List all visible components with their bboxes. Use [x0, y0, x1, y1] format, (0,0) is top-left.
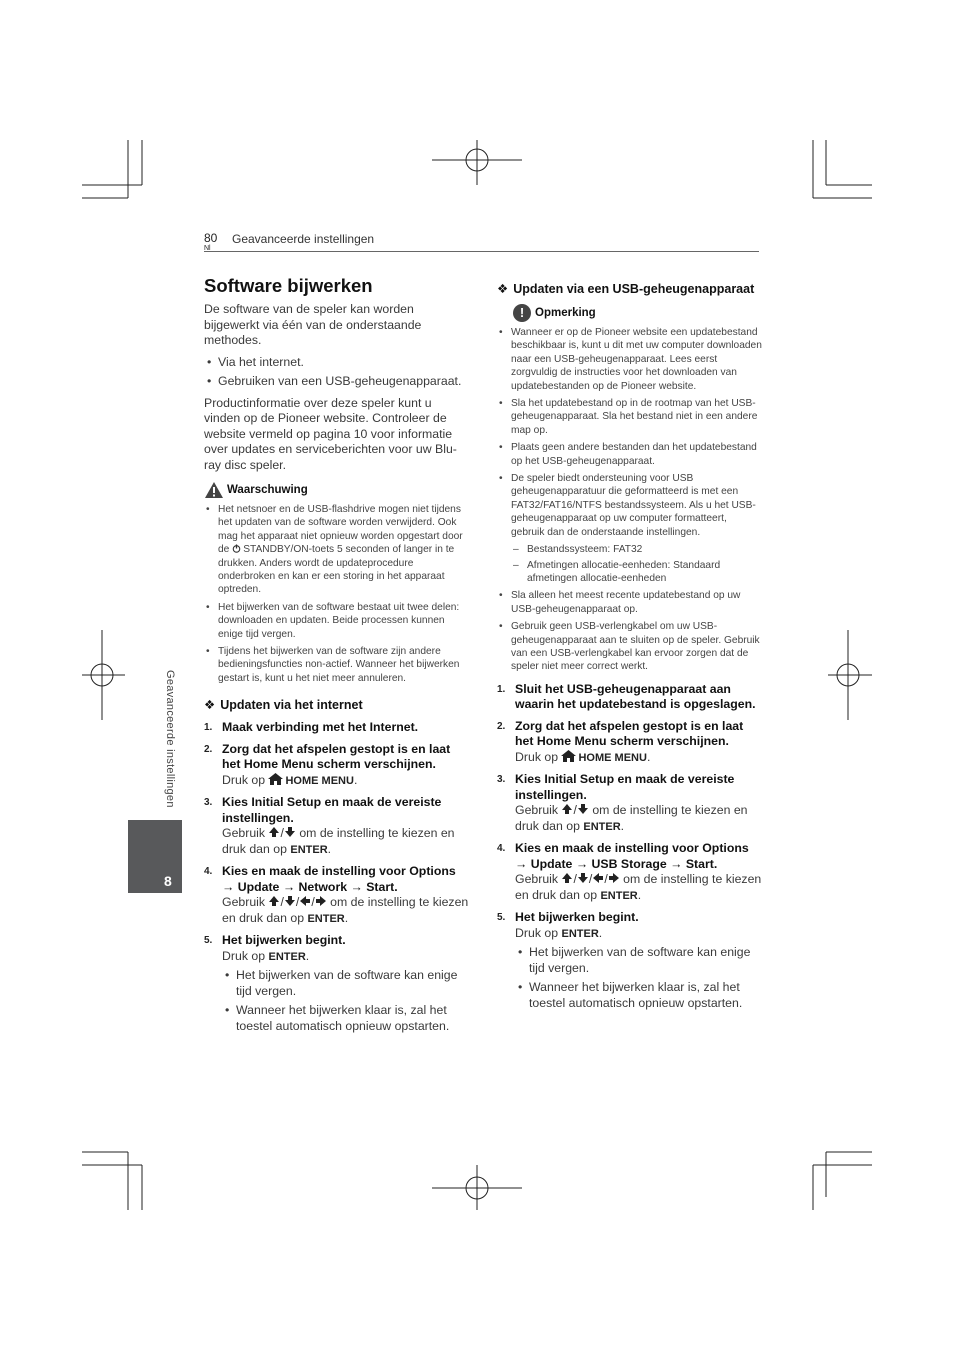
page-number: 80: [204, 231, 218, 245]
warning-title: Waarschuwing: [227, 484, 308, 496]
home-icon: [268, 773, 283, 785]
list-item: • Gebruiken van een USB-geheugenapparaat.: [204, 374, 469, 390]
intro-text: De software van de speler kan worden bijgewerkt via één van de onderstaande methodes.: [204, 302, 422, 347]
warning-heading: [204, 481, 469, 499]
step-item: 5. Het bijwerken begint. Druk op ENTER. • Het bijwerken van de software kan enige tijd vergen. • Wanneer het bijwerken klaar is, zal het toestel automatisch opnieuw opstarten.: [497, 910, 762, 1011]
step-item: 2. Zorg dat het afspelen gestopt is en laat het Home Menu scherm verschijnen. Druk op HOME MENU.: [497, 718, 744, 764]
page-header: [204, 231, 759, 252]
arrow-down-icon: [284, 895, 296, 907]
arrow-right-icon: [608, 872, 620, 884]
page-title: Software bijwerken: [204, 275, 373, 296]
step-item: 3. Kies Initial Setup en maak de vereiste instellingen. Gebruik / om de instelling te kiezen en druk dan op ENTER.: [497, 772, 748, 833]
info-text: Productinformatie over deze speler kunt u vinden op de Pioneer website. Controleer de website vermeld op pagina 10 voor informatie over updates en serviceberichten voor uw Blu-ray disc speler.: [204, 395, 457, 472]
list-item: • Het netsnoer en de USB-flashdrive mogen niet tijdens het updaten van de software worden verwijderd. Ook mag het apparaat niet opnieuw worden opgestart door de STANDBY/ON-toets 5 seconden of langer in te drukken. Anders wordt de updateprocedure onderbroken en kan er een storing in het apparaat optreden.: [204, 503, 469, 597]
list-item: • Sla alleen het meest recente updatebestand op uw USB-geheugenapparaat op.: [497, 589, 762, 616]
arrow-up-icon: [561, 803, 573, 815]
side-label: Geavanceerde instellingen: [164, 670, 176, 808]
list-item: • Via het internet.: [204, 355, 469, 371]
arrow-down-icon: [577, 872, 589, 884]
list-item: • Sla het updatebestand op in de rootmap van het USB-geheugenapparaat. Sla het bestand niet in een andere map op.: [497, 397, 762, 437]
list-item: • Wanneer het bijwerken klaar is, zal het toestel automatisch opnieuw opstarten.: [515, 980, 762, 1011]
step-item: 2. Zorg dat het afspelen gestopt is en laat het Home Menu scherm verschijnen. Druk op HOME MENU.: [204, 741, 451, 787]
diamond-bullet-icon: ❖: [204, 698, 216, 713]
arrow-left-icon: [592, 872, 604, 884]
note-title: Opmerking: [535, 307, 596, 319]
list-item: • Het bijwerken van de software kan enige tijd vergen.: [515, 945, 762, 976]
steps-list: [204, 720, 469, 1034]
methods-list: [204, 355, 469, 390]
step-item: 5. Het bijwerken begint. Druk op ENTER. • Het bijwerken van de software kan enige tijd vergen. • Wanneer het bijwerken klaar is, zal het toestel automatisch opnieuw opstarten.: [204, 933, 469, 1034]
list-item: • De speler biedt ondersteuning voor USB geheugenapparatuur die geformatteerd is met een FAT32/FAT16/NTFS bestandssysteem. Als u het USB-geheugenapparaat op uw computer formatteert, gebruik dan de onderstaande instellingen. – Bestandssysteem: FAT32 – Afmetingen allocatie-eenheden: Standaard afmetingen allocatie-eenheden: [497, 472, 762, 585]
steps-list: [497, 682, 762, 1012]
section-heading: ❖ Updaten via een USB-geheugenapparaat: [497, 282, 755, 296]
list-item: • Wanneer er op de Pioneer website een updatebestand beschikbaar is, kunt u dit met uw computer downloaden naar een USB-geheugenapparaat. Lees eerst zorgvuldig de instructies voor het downloaden van updatebestanden op de Pioneer website.: [497, 326, 762, 393]
page-language: Nl: [204, 245, 211, 252]
power-icon: [232, 544, 241, 553]
chapter-number: 8: [164, 873, 172, 889]
step-bullets: [222, 968, 469, 1034]
step-item: 1. Sluit het USB-geheugenapparaat aan waarin het updatebestand is opgeslagen.: [497, 681, 756, 712]
header-section-title: Geavanceerde instellingen: [232, 232, 375, 246]
arrow-down-icon: [284, 826, 296, 838]
sub-list-item: – Bestandssysteem: FAT32: [511, 543, 762, 556]
arrow-up-icon: [561, 872, 573, 884]
chapter-tab: [128, 820, 182, 893]
exclamation-icon: !: [513, 304, 531, 322]
step-item: 1. Maak verbinding met het Internet.: [204, 720, 419, 735]
left-column: [204, 275, 469, 1040]
step-item: 3. Kies Initial Setup en maak de vereiste instellingen. Gebruik / om de instelling te kiezen en druk dan op ENTER.: [204, 795, 455, 856]
warning-list: [204, 503, 469, 685]
arrow-right-icon: [315, 895, 327, 907]
warning-icon: [204, 481, 224, 499]
list-item: • Tijdens het bijwerken van de software zijn andere bedieningsfuncties non-actief. Wanneer het bijwerken gestart is, kunt u het niet meer annuleren.: [204, 645, 469, 685]
arrow-up-icon: [268, 895, 280, 907]
right-column: [497, 275, 762, 1017]
list-item: • Het bijwerken van de software kan enige tijd vergen.: [222, 968, 469, 999]
note-heading: [497, 304, 762, 322]
arrow-down-icon: [577, 803, 589, 815]
list-item: • Het bijwerken van de software bestaat uit twee delen: downloaden en updaten. Beide processen kunnen enige tijd vergen.: [204, 601, 469, 641]
arrow-up-icon: [268, 826, 280, 838]
sub-list-item: – Afmetingen allocatie-eenheden: Standaard afmetingen allocatie-eenheden: [511, 559, 762, 586]
list-item: • Plaats geen andere bestanden dan het updatebestand op het USB-geheugenapparaat.: [497, 441, 762, 468]
step-item: 4. Kies en maak de instelling voor Options → Update → USB Storage → Start. Gebruik / / / om de instelling te kiezen en druk dan op ENTER.: [497, 841, 762, 902]
arrow-left-icon: [299, 895, 311, 907]
step-item: 4. Kies en maak de instelling voor Options → Update → Network → Start. Gebruik / / / om de instelling te kiezen en druk dan op ENTER.: [204, 864, 469, 925]
sub-list: [511, 543, 762, 585]
step-bullets: [515, 945, 762, 1011]
note-list: [497, 326, 762, 674]
section-heading: ❖ Updaten via het internet: [204, 698, 363, 713]
home-icon: [561, 750, 576, 762]
list-item: • Wanneer het bijwerken klaar is, zal het toestel automatisch opnieuw opstarten.: [222, 1003, 469, 1034]
list-item: • Gebruik geen USB-verlengkabel om uw USB-geheugenapparaat aan te sluiten op de speler. Gebruik van een USB-verlengkabel kan ervoor zorgen dat de speler niet meer correct werkt.: [497, 620, 762, 674]
diamond-bullet-icon: ❖: [497, 282, 509, 296]
